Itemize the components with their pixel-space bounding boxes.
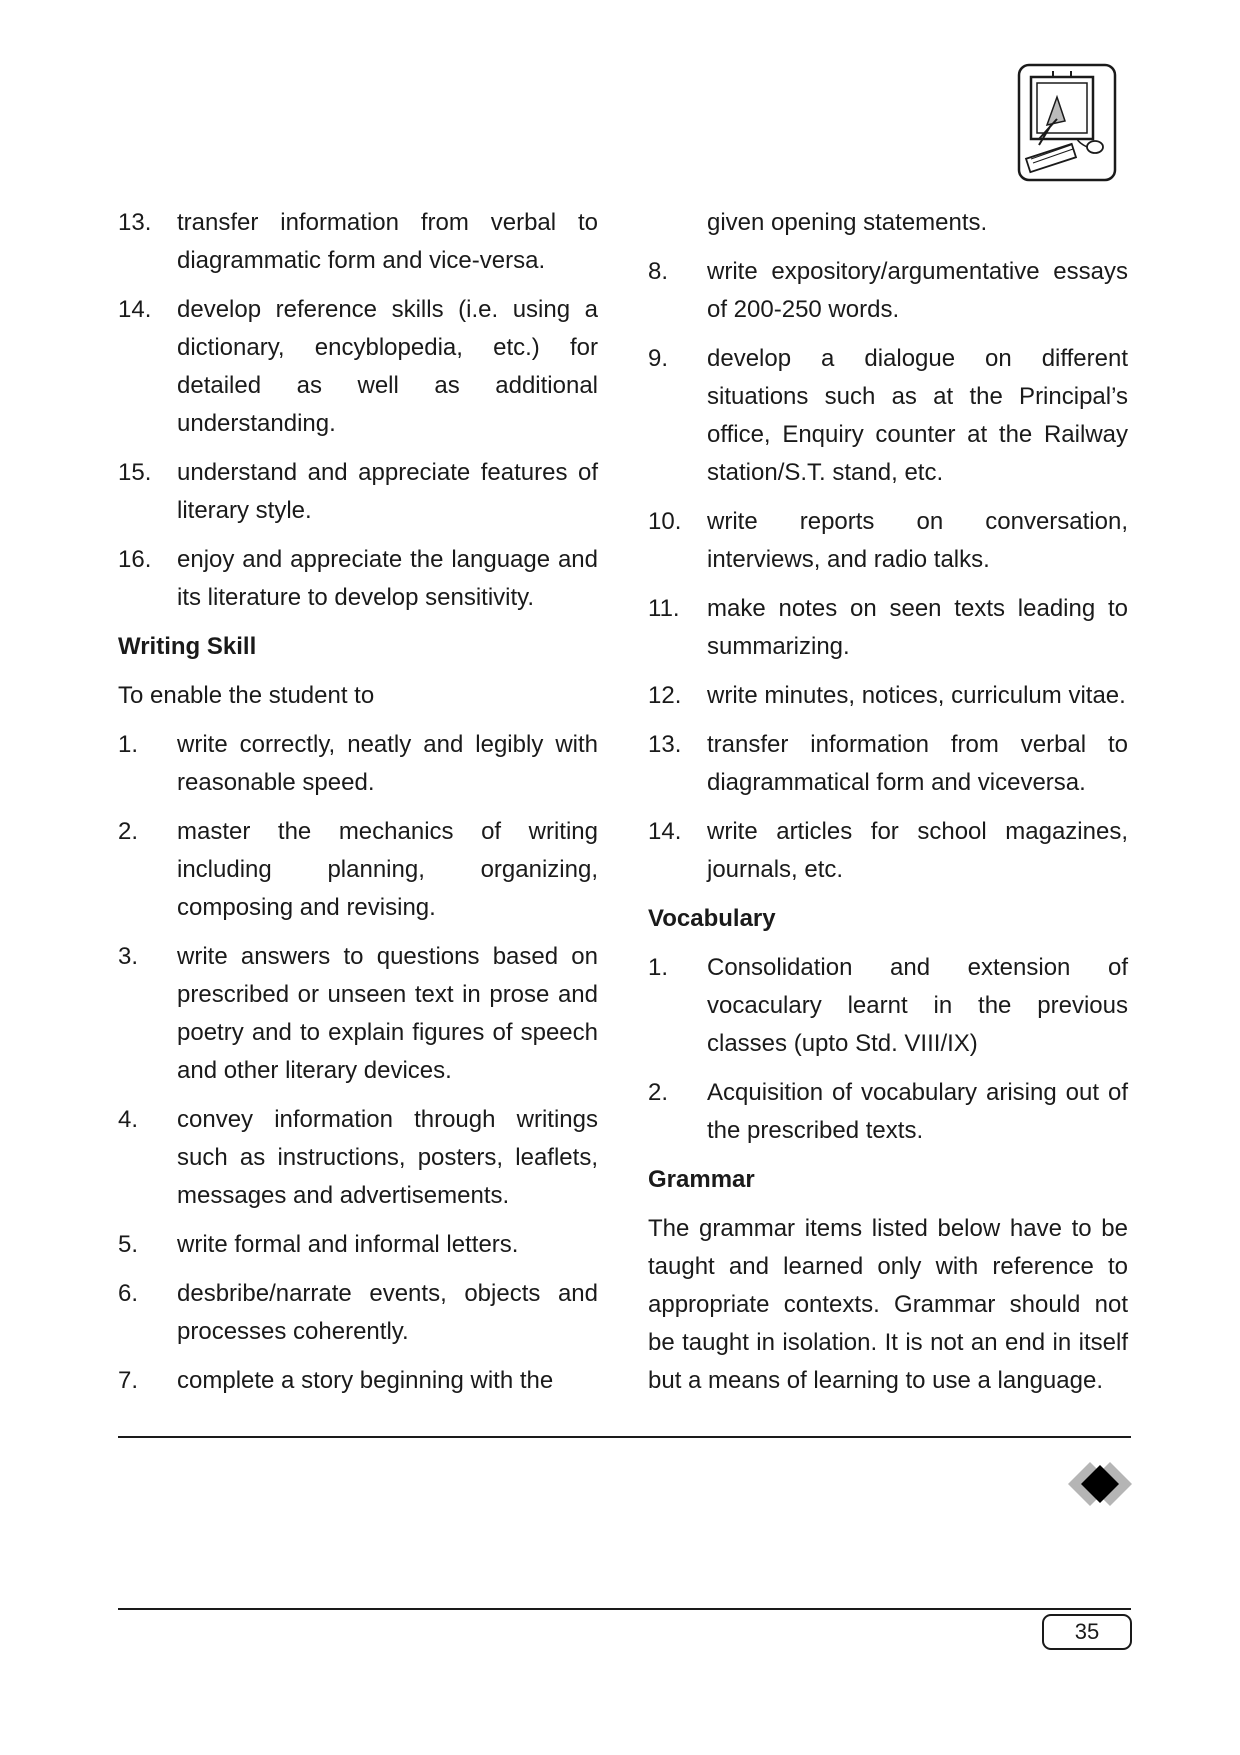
list-item [118, 1362, 598, 1400]
list-item [648, 340, 1128, 492]
list-item [648, 949, 1128, 1063]
item-number: 9. [648, 345, 669, 372]
section-heading-vocabulary: Vocabulary [648, 905, 776, 932]
item-text: develop reference skills (i.e. using a dictionary, encyblopedia, etc.) for detailed as well as additional understanding. [177, 296, 598, 437]
list-item [648, 590, 1128, 666]
list-item [118, 726, 598, 802]
item-number: 11. [648, 595, 680, 622]
item-text: understand and appreciate features of literary style. [177, 459, 598, 524]
list-item [648, 677, 1128, 715]
item-text: write minutes, notices, curriculum vitae. [707, 682, 1126, 709]
item-text: write correctly, neatly and legibly with reasonable speed. [177, 731, 598, 796]
item-number: 10. [648, 508, 682, 535]
list-item [648, 1074, 1128, 1150]
diamond-ornament-icon [1068, 1462, 1132, 1506]
footer-rule [118, 1608, 1131, 1610]
continued-text: given opening statements. [707, 209, 988, 236]
list-item [118, 938, 598, 1090]
right-column [648, 204, 1128, 1411]
item-text: Consolidation and extension of vocaculary learnt in the previous classes (upto Std. VIII/IX) [707, 954, 1128, 1057]
page-number: 35 [1042, 1614, 1132, 1650]
list-item [118, 454, 598, 530]
list-item [118, 291, 598, 443]
computer-drawing-icon [1017, 63, 1117, 182]
item-number: 14. [118, 296, 152, 323]
item-number: 7. [118, 1367, 139, 1394]
item-number: 3. [118, 943, 139, 970]
list-item [118, 1226, 598, 1264]
item-text: write answers to questions based on prescribed or unseen text in prose and poetry and to explain figures of speech and other literary devices. [177, 943, 598, 1084]
item-number: 8. [648, 258, 669, 285]
item-number: 2. [118, 818, 139, 845]
list-item [648, 253, 1128, 329]
item-number: 15. [118, 459, 152, 486]
item-number: 4. [118, 1106, 139, 1133]
item-number: 16. [118, 546, 152, 573]
list-item [118, 813, 598, 927]
item-number: 14. [648, 818, 682, 845]
list-item [118, 1101, 598, 1215]
horizontal-rule [118, 1436, 1131, 1438]
section-heading-writing-skill: Writing Skill [118, 633, 257, 660]
list-item [118, 1275, 598, 1351]
section-intro: To enable the student to [118, 682, 375, 709]
list-item [648, 726, 1128, 802]
item-number: 6. [118, 1280, 139, 1307]
item-text: Acquisition of vocabulary arising out of the prescribed texts. [707, 1079, 1128, 1144]
grammar-paragraph: The grammar items listed below have to be taught and learned only with reference to appropriate contexts. Grammar should not be taught in isolation. It is not an end in itself but a means of learning to use a language. [648, 1215, 1128, 1394]
item-text: convey information through writings such as instructions, posters, leaflets, messages and advertisements. [177, 1106, 598, 1209]
item-text: transfer information from verbal to diagrammatic form and vice-versa. [177, 209, 598, 274]
section-heading-grammar: Grammar [648, 1166, 755, 1193]
list-item [648, 503, 1128, 579]
left-column [118, 204, 598, 1411]
list-item [118, 541, 598, 617]
list-item [118, 204, 598, 280]
item-number: 12. [648, 682, 682, 709]
item-text: complete a story beginning with the [177, 1367, 554, 1394]
item-number: 1. [118, 731, 139, 758]
item-number: 13. [648, 731, 682, 758]
item-number: 13. [118, 209, 152, 236]
item-text: master the mechanics of writing including planning, organizing, composing and revising. [177, 818, 598, 921]
item-text: write articles for school magazines, journals, etc. [707, 818, 1128, 883]
item-number: 2. [648, 1079, 669, 1106]
item-number: 1. [648, 954, 669, 981]
item-text: write expository/argumentative essays of 200-250 words. [707, 258, 1128, 323]
item-text: transfer information from verbal to diagrammatical form and viceversa. [707, 731, 1128, 796]
item-text: enjoy and appreciate the language and its literature to develop sensitivity. [177, 546, 598, 611]
item-number: 5. [118, 1231, 139, 1258]
item-text: develop a dialogue on different situations such as at the Principal’s office, Enquiry counter at the Railway station/S.T. stand, etc. [707, 345, 1128, 486]
item-text: write formal and informal letters. [177, 1231, 519, 1258]
item-text: make notes on seen texts leading to summarizing. [707, 595, 1128, 660]
item-text: desbribe/narrate events, objects and processes coherently. [177, 1280, 598, 1345]
item-text: write reports on conversation, interviews, and radio talks. [707, 508, 1128, 573]
list-item [648, 813, 1128, 889]
